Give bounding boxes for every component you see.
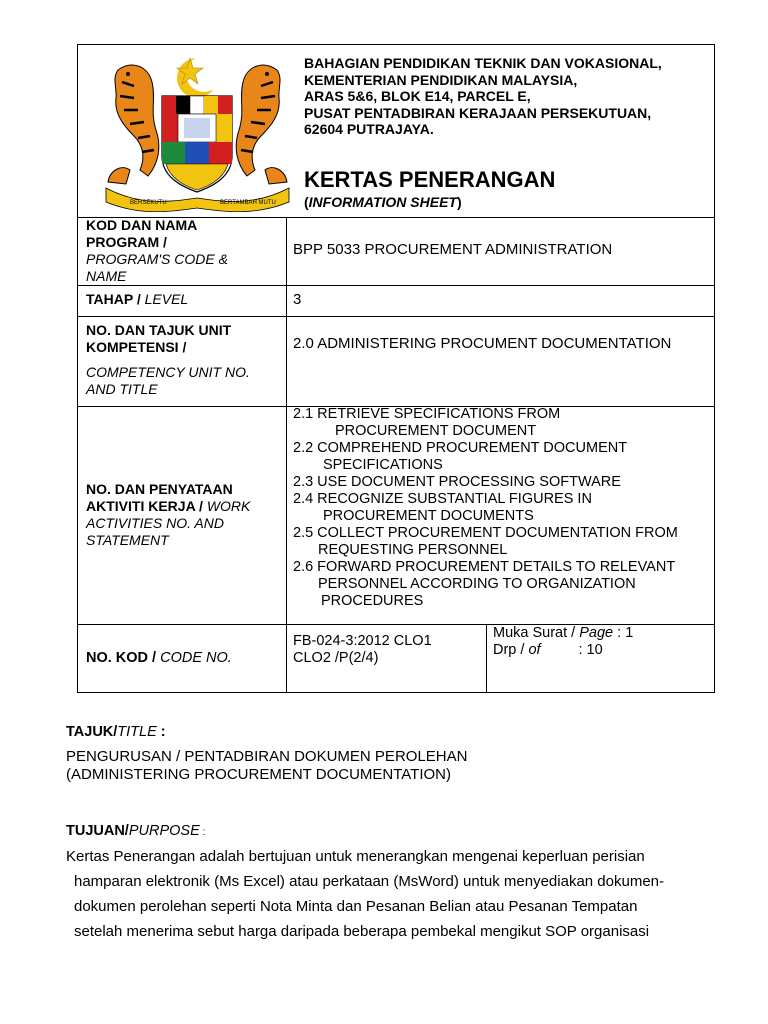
program-label: [86, 217, 228, 285]
heading-colon: :: [199, 827, 206, 838]
department-address: [304, 55, 662, 138]
purpose-paragraph-line: dokumen perolehan seperti Nota Minta dan Pesanan Belian atau Pesanan Tempatan: [74, 898, 638, 915]
title-line-en: (ADMINISTERING PROCUREMENT DOCUMENTATION): [66, 766, 451, 783]
column-divider: [286, 217, 287, 693]
page-value: 1: [625, 625, 634, 641]
activity-item: 2.3 USE DOCUMENT PROCESSING SOFTWARE: [293, 474, 621, 490]
page-label-en: Page: [579, 625, 614, 641]
level-label: [86, 291, 188, 308]
label-ms: NO. KOD /: [86, 650, 161, 666]
activity-item: PROCUREMENT DOCUMENT: [335, 423, 537, 439]
label-ms: NO. DAN PENYATAAN: [86, 481, 233, 497]
label-en: WORK: [206, 498, 251, 514]
purpose-paragraph-line: hamparan elektronik (Ms Excel) atau perkataan (MsWord) untuk menyediakan dokumen-: [74, 873, 664, 890]
label-ms: PROGRAM /: [86, 234, 167, 250]
row-divider: [77, 316, 715, 317]
activity-item: 2.4 RECOGNIZE SUBSTANTIAL FIGURES IN: [293, 491, 592, 507]
purpose-paragraph-line: setelah menerima sebut harga daripada beberapa pembekal mengikut SOP organisasi: [74, 923, 650, 940]
code-label: [86, 650, 232, 667]
heading-ms: TUJUAN/: [66, 823, 129, 839]
code-value-line: FB-024-3:2012 CLO1: [293, 633, 432, 649]
label-en: LEVEL: [144, 291, 189, 307]
coat-of-arms-logo: [100, 52, 295, 212]
label-ms: AKTIVITI KERJA /: [86, 498, 207, 514]
activities-label: [86, 481, 250, 549]
of-label-ms: Drp /: [493, 642, 529, 658]
level-value: 3: [293, 291, 302, 308]
page-label-ms: Muka Surat /: [493, 625, 580, 641]
code-value: [293, 633, 432, 667]
page-total: [493, 642, 633, 659]
of-value: 10: [586, 642, 603, 658]
purpose-heading: [66, 823, 205, 839]
heading-ms: TAJUK/: [66, 724, 118, 740]
heading-en: PURPOSE: [128, 823, 200, 839]
column-divider: [486, 624, 487, 693]
subtitle-paren: (: [304, 194, 309, 210]
label-en: ACTIVITIES NO. AND: [86, 515, 224, 531]
activity-item: PROCEDURES: [321, 593, 424, 609]
activity-item: 2.6 FORWARD PROCUREMENT DETAILS TO RELEVANT: [293, 559, 676, 575]
label-en: NAME: [86, 268, 127, 284]
document-subtitle: [304, 194, 462, 210]
address-line: PUSAT PENTADBIRAN KERAJAAN PERSEKUTUAN,: [304, 104, 652, 121]
svg-text:BERSEKUTU: BERSEKUTU: [130, 200, 167, 206]
table-border-right: [714, 44, 715, 693]
heading-colon: :: [156, 724, 166, 740]
address-line: BAHAGIAN PENDIDIKAN TEKNIK DAN VOKASIONAL,: [304, 55, 662, 71]
label-en: COMPETENCY UNIT NO.: [86, 364, 250, 380]
unit-value: 2.0 ADMINISTERING PROCUMENT DOCUMENTATION: [293, 335, 672, 352]
label-ms: TAHAP /: [86, 291, 145, 307]
unit-label: [86, 322, 250, 398]
of-label-en: of: [528, 642, 541, 658]
activity-item: PERSONNEL ACCORDING TO ORGANIZATION: [318, 576, 636, 592]
heading-en: TITLE: [117, 724, 157, 740]
table-border-top: [77, 44, 715, 45]
purpose-paragraph-line: Kertas Penerangan adalah bertujuan untuk menerangkan mengenai keperluan perisian: [66, 848, 645, 865]
svg-text:BERTAMBAH MUTU: BERTAMBAH MUTU: [220, 200, 276, 206]
address-line: ARAS 5&6, BLOK E14, PARCEL E,: [304, 88, 531, 104]
address-line: KEMENTERIAN PENDIDIKAN MALAYSIA,: [304, 71, 578, 88]
label-ms: KOD DAN NAMA: [86, 217, 198, 233]
table-border-left: [77, 44, 78, 693]
activity-item: REQUESTING PERSONNEL: [318, 542, 508, 558]
code-value-line: CLO2 /P(2/4): [293, 650, 379, 666]
activity-item: 2.5 COLLECT PROCUREMENT DOCUMENTATION FROM: [293, 525, 678, 541]
activity-item: 2.1 RETRIEVE SPECIFICATIONS FROM: [293, 406, 561, 422]
label-en: CODE NO.: [160, 650, 232, 666]
subtitle-en: INFORMATION SHEET: [308, 194, 457, 210]
activity-item: SPECIFICATIONS: [323, 457, 443, 473]
label-en: AND TITLE: [86, 381, 158, 397]
label-en: STATEMENT: [86, 532, 169, 548]
title-heading: [66, 724, 166, 740]
address-line: 62604 PUTRAJAYA.: [304, 121, 434, 137]
title-line-ms: PENGURUSAN / PENTADBIRAN DOKUMEN PEROLEHAN: [66, 748, 468, 765]
program-value: BPP 5033 PROCUREMENT ADMINISTRATION: [293, 241, 613, 258]
page-number: [493, 625, 633, 642]
activity-item: PROCUREMENT DOCUMENTS: [323, 508, 534, 524]
page-separator: :: [613, 625, 626, 641]
activity-item: 2.2 COMPREHEND PROCUREMENT DOCUMENT: [293, 440, 628, 456]
page-info: [493, 625, 633, 659]
document-title: KERTAS PENERANGAN: [304, 167, 556, 192]
label-en: PROGRAM'S CODE &: [86, 251, 228, 267]
table-border-bottom: [77, 692, 715, 693]
subtitle-paren: ): [456, 194, 462, 210]
label-ms: NO. DAN TAJUK UNIT: [86, 322, 232, 338]
activities-list: [293, 406, 678, 610]
of-separator: :: [578, 642, 587, 658]
row-divider: [77, 285, 715, 286]
label-ms: KOMPETENSI /: [86, 339, 187, 355]
